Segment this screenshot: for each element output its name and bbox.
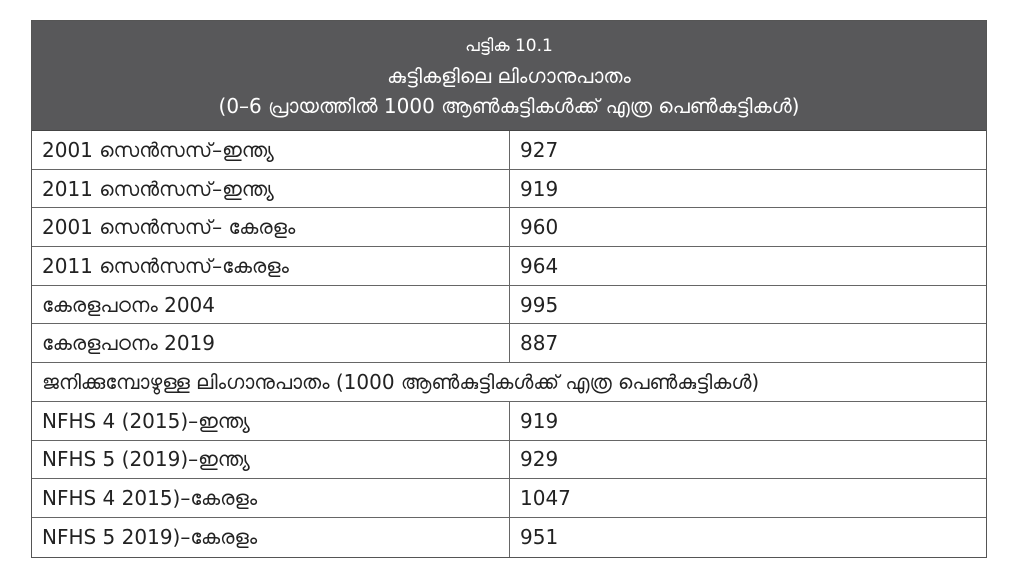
row-label: 2001 സെൻസസ്– കേരളം — [32, 208, 510, 246]
table-row — [32, 402, 986, 441]
table-row — [32, 441, 986, 480]
row-value: 960 — [520, 215, 559, 240]
table-number: പട്ടിക 10.1 — [465, 36, 553, 56]
row-label: കേരളപഠനം 2004 — [32, 286, 510, 324]
row-value: 919 — [520, 176, 559, 201]
row-value: 919 — [520, 408, 559, 433]
row-label: 2011 സെൻസസ്–ഇന്ത്യ — [32, 170, 510, 208]
row-value: 1047 — [520, 486, 571, 511]
table-row — [32, 286, 986, 325]
table-row — [32, 208, 986, 247]
section-header: ജനിക്കുമ്പോഴുള്ള ലിംഗാനുപാതം (1000 ആൺകുട്ടികൾക്ക് എത്ര പെൺകുട്ടികൾ) — [42, 369, 760, 394]
row-value: 964 — [520, 253, 559, 278]
table-row — [32, 131, 986, 170]
table-row — [32, 247, 986, 286]
row-value: 951 — [520, 525, 559, 550]
row-label: NFHS 5 2019)–കേരളം — [32, 518, 510, 557]
row-label: NFHS 5 (2019)–ഇന്ത്യ — [32, 441, 510, 479]
row-label: NFHS 4 (2015)–ഇന്ത്യ — [32, 402, 510, 440]
row-value: 995 — [520, 292, 559, 317]
row-label: കേരളപഠനം 2019 — [32, 324, 510, 362]
row-label: 2001 സെൻസസ്–ഇന്ത്യ — [32, 131, 510, 169]
table-caption — [32, 21, 986, 131]
sex-ratio-table — [31, 20, 987, 558]
table-subtitle: (0–6 പ്രായത്തിൽ 1000 ആൺകുട്ടികൾക്ക് എത്ര പെൺകുട്ടികൾ) — [218, 94, 800, 118]
row-value: 927 — [520, 137, 559, 162]
table-row — [32, 170, 986, 209]
row-label: 2011 സെൻസസ്–കേരളം — [32, 247, 510, 285]
table-title: കുട്ടികളിലെ ലിംഗാനുപാതം — [387, 64, 631, 88]
row-value: 887 — [520, 331, 559, 356]
table-row — [32, 324, 986, 363]
row-value: 929 — [520, 447, 559, 472]
row-label: NFHS 4 2015)–കേരളം — [32, 479, 510, 517]
section-header-row — [32, 363, 986, 402]
table-row — [32, 518, 986, 557]
table-row — [32, 479, 986, 518]
